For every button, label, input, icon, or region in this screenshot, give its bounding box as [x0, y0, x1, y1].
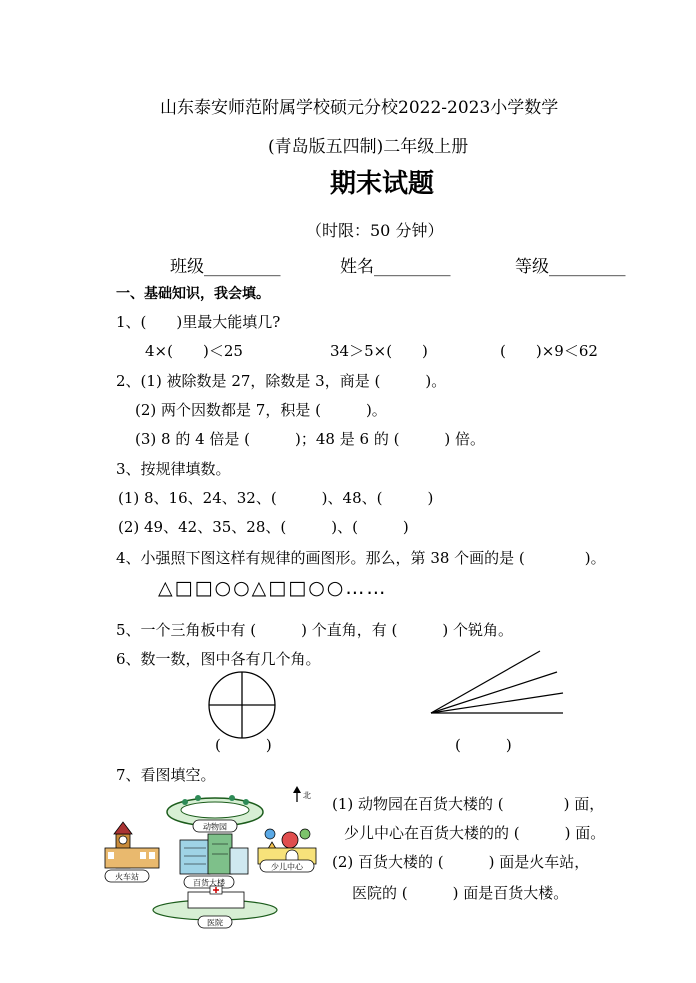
q7-part1b[interactable]: 少儿中心在百货大楼的的 ( ) 面。 — [344, 824, 606, 842]
shape-pattern: △□□○○△□□○○…… — [158, 577, 388, 599]
grade-field[interactable]: 等级_________ — [515, 257, 626, 277]
q3-part2[interactable]: (2) 49、42、35、28、( )、( ) — [118, 518, 409, 536]
north-label: 北 — [303, 791, 311, 800]
q5-label[interactable]: 5、一个三角板中有 ( ) 个直角，有 ( ) 个锐角。 — [116, 621, 514, 639]
q2-part2[interactable]: (2) 两个因数都是 7，积是 ( )。 — [135, 401, 387, 419]
map-label-kids-center: 少儿中心 — [271, 862, 303, 872]
page-title: 期末试题 — [330, 169, 435, 199]
q7-part2a[interactable]: (2) 百货大楼的 ( ) 面是火车站， — [332, 853, 590, 871]
rays-figure — [425, 645, 570, 720]
q1-a[interactable]: 4×( )＜25 — [145, 342, 243, 360]
q4-label[interactable]: 4、小强照下图这样有规律的画图形。那么，第 38 个画的是 ( )。 — [116, 549, 606, 567]
q6-blank-1[interactable]: ( ) — [215, 736, 272, 754]
q7-part1a[interactable]: (1) 动物园在百货大楼的 ( ) 面， — [332, 795, 605, 813]
q2-part3[interactable]: (3) 8 的 4 倍是 ( )；48 是 6 的 ( ) 倍。 — [135, 430, 486, 448]
section-heading: 一、基础知识，我会填。 — [116, 286, 270, 302]
class-field[interactable]: 班级_________ — [170, 257, 281, 277]
q1-c[interactable]: ( )×9＜62 — [500, 342, 598, 360]
book-title: (青岛版五四制)二年级上册 — [268, 137, 469, 157]
q3-part1[interactable]: (1) 8、16、24、32、( )、48、( ) — [118, 489, 434, 507]
q7-part2b[interactable]: 医院的 ( ) 面是百货大楼。 — [352, 884, 569, 902]
circle-quadrants-figure — [205, 670, 279, 740]
town-map-illustration — [100, 782, 322, 932]
school-title: 山东泰安师范附属学校硕元分校2022-2023小学数学 — [160, 98, 559, 118]
map-label-zoo: 动物园 — [203, 822, 227, 832]
q1-label: 1、( )里最大能填几? — [116, 313, 281, 331]
q2-part1[interactable]: 2、(1) 被除数是 27，除数是 3，商是 ( )。 — [116, 372, 447, 390]
q6-blank-2[interactable]: ( ) — [455, 736, 512, 754]
q7-label: 7、看图填空。 — [116, 766, 216, 784]
q3-label: 3、按规律填数。 — [116, 460, 231, 478]
map-label-hospital: 医院 — [207, 918, 223, 928]
map-label-station: 火车站 — [115, 872, 139, 882]
q1-b[interactable]: 34＞5×( ) — [330, 342, 428, 360]
time-limit: （时限：50 分钟） — [306, 221, 444, 240]
q6-label: 6、数一数，图中各有几个角。 — [116, 650, 321, 668]
name-field[interactable]: 姓名_________ — [340, 257, 451, 277]
map-label-store: 百货大楼 — [193, 878, 225, 888]
